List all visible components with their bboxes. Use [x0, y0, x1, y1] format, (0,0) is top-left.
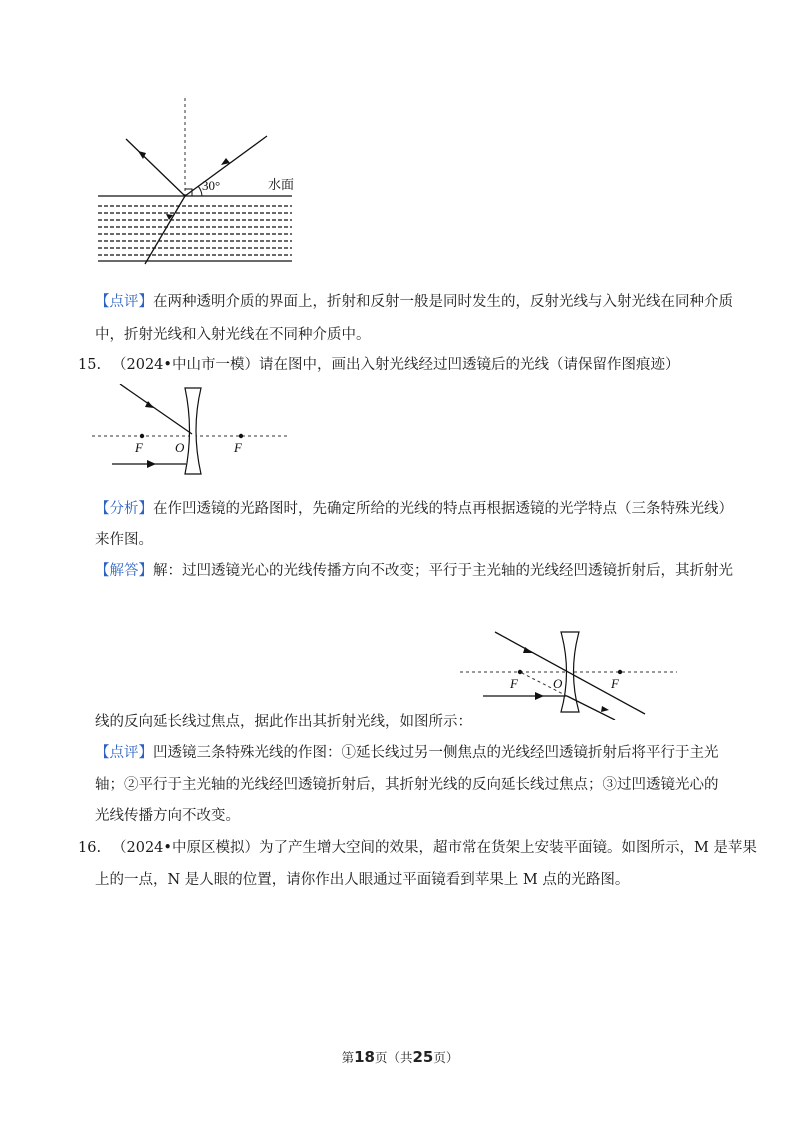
comment-1-line-2: 中，折射光线和入射光线在不同种介质中。	[95, 327, 371, 343]
comment-tag: 【点评】	[95, 745, 153, 761]
page-footer: 第18页（共25页）	[341, 1048, 459, 1066]
focus-left-label: F	[135, 440, 143, 455]
current-page-number: 18	[354, 1048, 375, 1066]
reflected-ray	[126, 139, 185, 196]
comment-tag: 【点评】	[95, 294, 153, 310]
concave-lens-question-figure	[90, 384, 300, 484]
focus-right-label: F	[611, 676, 619, 691]
analysis-line-2: 来作图。	[95, 532, 153, 548]
ray-through-center	[120, 384, 192, 434]
analysis-line-1: 【分析】在作凹透镜的光路图时，先确定所给的光线的特点再根据透镜的光学特点（三条特殊光线）	[95, 501, 733, 517]
question-number: 16.	[78, 840, 102, 856]
question-15: 15. （2024•中山市一模）请在图中，画出入射光线经过凹透镜后的光线（请保留作图痕迹）	[78, 357, 680, 373]
reflection-refraction-figure	[90, 96, 310, 268]
focus-right-label: F	[234, 440, 242, 455]
concave-lens-answer-figure	[455, 628, 685, 720]
water-surface-label: 水面	[268, 177, 295, 192]
total-pages-number: 25	[412, 1048, 434, 1066]
focus-left-label: F	[510, 676, 518, 691]
answer-line-1: 【解答】解：过凹透镜光心的光线传播方向不改变；平行于主光轴的光线经凹透镜折射后，其折射光	[95, 563, 733, 579]
answer-line-2: 线的反向延长线过焦点，据此作出其折射光线，如图所示：	[95, 714, 472, 730]
analysis-tag: 【分析】	[95, 501, 153, 517]
question-16-line-1: 16. （2024•中原区模拟）为了产生增大空间的效果，超市常在货架上安装平面镜。如图所示，M 是苹果	[78, 840, 757, 856]
optical-center-label: O	[175, 440, 185, 455]
comment-2-line-3: 光线传播方向不改变。	[95, 808, 240, 824]
incident-ray	[185, 136, 267, 196]
question-16-line-2: 上的一点，N 是人眼的位置，请你作出人眼通过平面镜看到苹果上 M 点的光路图。	[95, 872, 630, 888]
comment-2-line-2: 轴；②平行于主光轴的光线经凹透镜折射后，其折射光线的反向延长线过焦点；③过凹透镜光心的	[95, 777, 719, 793]
water-hatching	[98, 206, 292, 255]
angle-label: 30°	[202, 178, 221, 193]
answer-tag: 【解答】	[95, 563, 153, 579]
question-number: 15.	[78, 357, 102, 373]
comment-1-line-1: 【点评】在两种透明介质的界面上，折射和反射一般是同时发生的，反射光线与入射光线在同种介质	[95, 294, 733, 310]
optical-center-label: O	[553, 676, 563, 691]
comment-2-line-1: 【点评】凹透镜三条特殊光线的作图：①延长线过另一侧焦点的光线经凹透镜折射后将平行于主光	[95, 745, 719, 761]
